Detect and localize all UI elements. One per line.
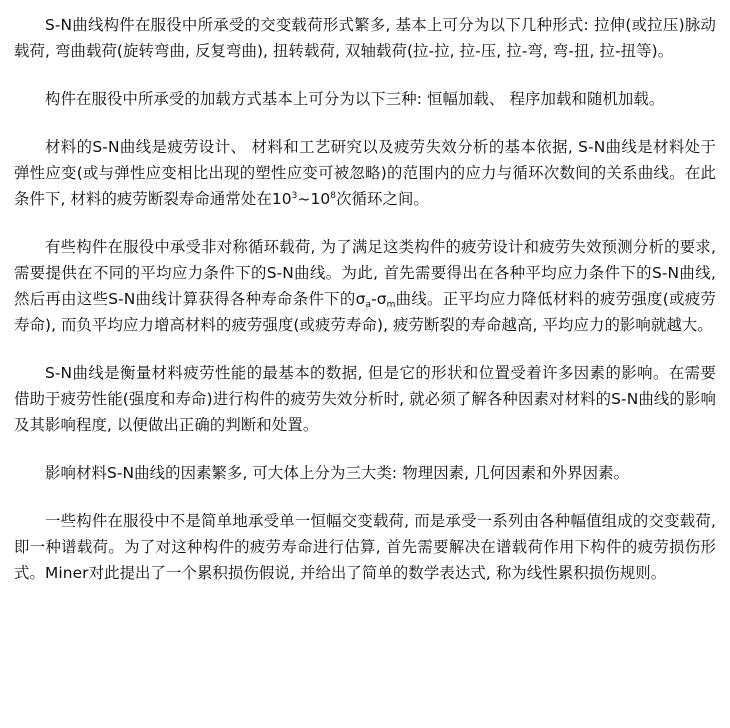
- text-span: 材料的S-N曲线是疲劳设计、 材料和工艺研究以及疲劳失效分析的基本依据, S-N曲线是材料处于弹性应变(或与弹性应变相比出现的塑性应变可被忽略)的范围内的应力与循环次数间的关系曲线。在此条件下, 材料的疲劳断裂寿命通常处在10: [14, 138, 716, 208]
- document-body: [14, 12, 716, 608]
- paragraph-influencing-factors: S-N曲线是衡量材料疲劳性能的最基本的数据, 但是它的形状和位置受着许多因素的影响。在需要借助于疲劳性能(强度和寿命)进行构件的疲劳失效分析时, 就必须了解各种因素对材料的S-N曲线的影响及其影响程度, 以便做出正确的判断和处置。: [14, 364, 716, 434]
- paragraph-loading-modes: 构件在服役中所承受的加载方式基本上可分为以下三种: 恒幅加载、 程序加载和随机加载。: [45, 90, 665, 108]
- exponent: 3: [291, 191, 298, 201]
- subscript: a: [365, 300, 372, 310]
- text-span: 曲线。正平均应力降低材料的疲劳强度(或疲劳寿命), 而负平均应力增高材料的疲劳强度(或疲劳寿命), 疲劳断裂的寿命越高, 平均应力的影响就越大。: [14, 290, 716, 334]
- sigma-symbol: σ: [355, 290, 366, 308]
- paragraph-mean-stress: [14, 234, 716, 338]
- exponent: 8: [330, 191, 337, 201]
- text-span: 有些构件在服役中承受非对称循环载荷, 为了满足这类构件的疲劳设计和疲劳失效预测分析的要求, 需要提供在不同的平均应力条件下的S-N曲线。为此, 首先需要得出在各种平均应力条件下的S-N曲线, 然后再由这些S-N曲线计算获得各种寿命条件下的: [14, 238, 716, 308]
- sigma-symbol: σ: [376, 290, 387, 308]
- paragraph-load-forms: S-N曲线构件在服役中所承受的交变载荷形式繁多, 基本上可分为以下几种形式: 拉伸(或拉压)脉动载荷, 弯曲载荷(旋转弯曲, 反复弯曲), 扭转载荷, 双轴载荷(拉-拉, 拉-压, 拉-弯, 弯-扭, 拉-扭等)。: [14, 16, 716, 60]
- subscript: m: [386, 300, 396, 310]
- text-span: ~10: [297, 190, 331, 208]
- text-span: -: [371, 290, 377, 308]
- text-span: 次循环之间。: [336, 190, 430, 208]
- paragraph-factor-categories: 影响材料S-N曲线的因素繁多, 可大体上分为三大类: 物理因素, 几何因素和外界因素。: [45, 464, 630, 482]
- paragraph-sn-curve-basis: [14, 134, 716, 212]
- paragraph-miner-rule: 一些构件在服役中不是简单地承受单一恒幅交变载荷, 而是承受一系列由各种幅值组成的交变载荷, 即一种谱载荷。为了对这种构件的疲劳寿命进行估算, 首先需要解决在谱载荷作用下构件的疲劳损伤形式。Miner对此提出了一个累积损伤假说, 并给出了简单的数学表达式, 称为线性累积损伤规则。: [14, 512, 716, 582]
